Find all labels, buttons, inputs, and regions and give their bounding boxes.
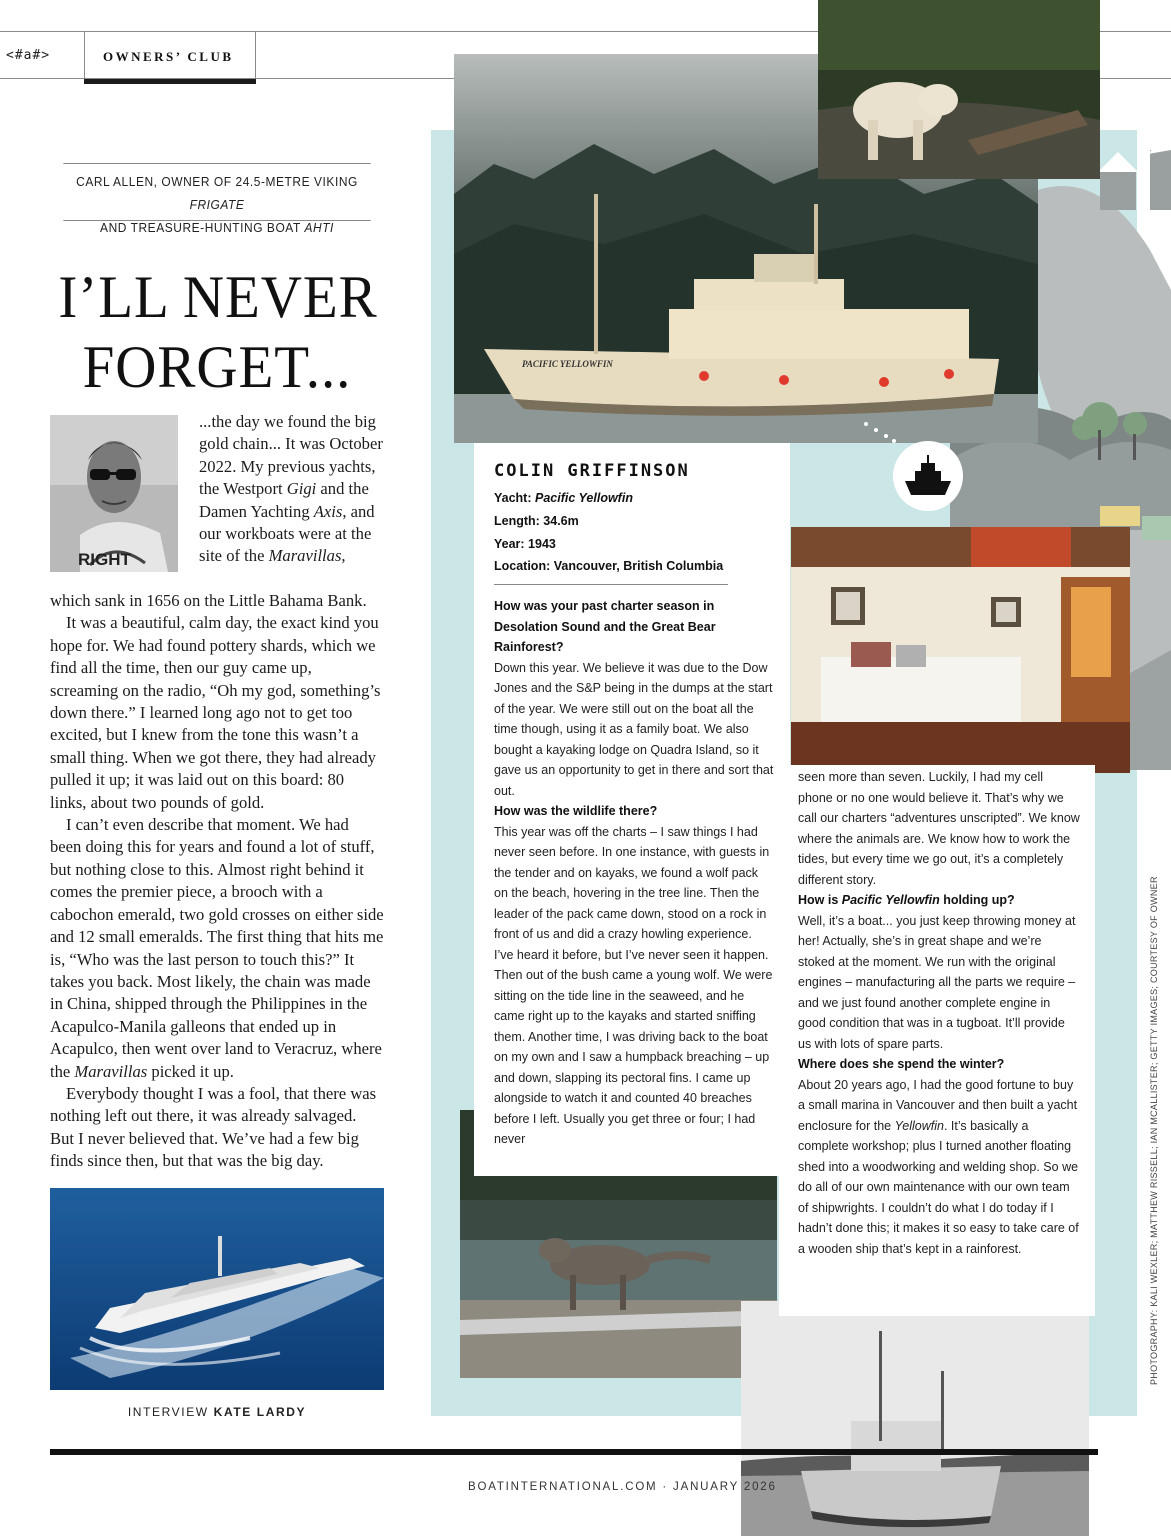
answer-2b: seen more than seven. Luckily, I had my cell phone or no one would believe it. That’s why we call our charters “adventures unscripted”. We know where the animals are. We know how to work the tides, but every time we go out, it’s a completely different story. [798, 770, 1080, 887]
question-3 [798, 890, 1080, 911]
p3-text-b: picked it up. [147, 1061, 234, 1081]
answer-1: Down this year. We believe it was due to the Dow Jones and the S&P being in the dumps at the start of the year. We were still out on the boat all the time though, using it as a family boat. We also bought a kayaking lodge on Quadra Island, so it gave us an opportunity to get in there and sort that out. [494, 660, 774, 798]
photo-credits: PHOTOGRAPHY: KALI WEXLER; MATTHEW RISSELL; IAN MCALLISTER; GETTY IMAGES; COURTESY OF OWNER [1149, 876, 1159, 1385]
kicker-text-1: CARL ALLEN, OWNER OF 24.5-METRE VIKING [76, 174, 358, 189]
superyacht-photo [50, 1188, 384, 1390]
header-divider-left [84, 31, 85, 79]
fact-yacht-label: Yacht: [494, 491, 535, 505]
fact-year: Year: 1943 [494, 536, 556, 551]
q3-text-b: holding up? [939, 893, 1015, 907]
interview-label: INTERVIEW [127, 1405, 214, 1419]
footer-bar [50, 1449, 1098, 1455]
article-kicker [63, 163, 370, 235]
intro-text-4: , [341, 546, 346, 566]
svg-text:RIGHT: RIGHT [78, 550, 131, 569]
a4-text-b: . It’s basically a complete workshop; plus I turned another floating shed into a woodworking and welding shop. So we do all of our own maintenance with our own team of shipwrights. I couldn’t do what I do today if I hadn’t done this; it makes it so easy to take care of a wooden ship that’s kept in a rainforest. [798, 1118, 1079, 1256]
headline-line-2: FORGET... [82, 334, 352, 400]
p3-italic: Maravillas [74, 1061, 148, 1081]
question-4: Where does she spend the winter? [798, 1057, 1005, 1071]
owner-portrait-photo [50, 415, 178, 572]
intro-text-2: and the Damen Yachting [199, 479, 369, 521]
intro-italic-gigi: Gigi [286, 479, 317, 499]
fact-yacht-value: Pacific Yellowfin [535, 491, 633, 505]
intro-italic-maravillas: Maravillas [268, 546, 342, 566]
article-paragraph-4: Everybody thought I was a fool, that there was nothing left out there, it was already salvaged. But I never believed that. We’ve had a few big finds since then, but that was the big day. [50, 1083, 377, 1171]
intro-text-3: , and our workboats were at the site of the [199, 501, 375, 566]
headline-line-1: I’LL NEVER [58, 264, 378, 330]
fact-yacht [494, 487, 734, 510]
boat-icon [893, 441, 963, 511]
dotted-trail [862, 420, 898, 444]
fact-length: Length: 34.6m [494, 513, 579, 528]
answer-2a: This year was off the charts – I saw things I had never seen before. In one instance, with guests in the tender and on kayaks, we found a wolf pack on the beach, hovering in the tree line. Then the leader of the pack came down, stood on a rock in front of us and did a crazy howling experience. I’ve heard it before, but I’ve never seen it happen. Then out of the bush came a young wolf. We were sitting on the tide line in the seaweed, and he came right up to the kayaks and started sniffing them. Another time, I was driving back to the boat on my own and I saw a humpback breaching – up and down, slapping its pectoral fins. I came up alongside to watch it and counted 40 breaches before I left. Usually you get three or four; I had never [494, 824, 773, 1146]
fact-location: Location: Vancouver, British Columbia [494, 559, 724, 574]
answer-3: Well, it’s a boat... you just keep throwing money at her! Actually, she’s in great shape and we’re stoked at the moment. We run with the original engines – manufacturing all the parts we require – and we just found another complete engine in good condition that was in a tugboat. It’ll provide us with lots of spare parts. [798, 913, 1076, 1051]
answer-4 [798, 1075, 1080, 1260]
header-divider-right [255, 31, 256, 79]
q3-italic: Pacific Yellowfin [841, 893, 940, 907]
footer-text: BOATINTERNATIONAL.COM · JANUARY 2026 [468, 1481, 777, 1493]
facts-divider [494, 584, 728, 585]
interview-credit [50, 1405, 384, 1419]
profile-facts [494, 487, 734, 578]
kicker-italic-1: FRIGATE [189, 197, 245, 212]
article-paragraph-3 [50, 814, 384, 1083]
a4-italic: Yellowfin [894, 1118, 944, 1133]
question-2: How was the wildlife there? [494, 804, 658, 818]
article-paragraph-2: It was a beautiful, calm day, the exact kind you hope for. We had found pottery shards, which we find all the time, then our guy came up, screaming on the radio, “Oh my god, something’s down there.” I learned long ago not to get too excited, but I knew from the tone this wasn’t a small thing. When we got there, they had already pulled it up; it was laid out on this board: 80 links, about two pounds of gold. [50, 613, 381, 812]
p3-text-a: I can’t even describe that moment. We had been doing this for years and found a lot of stuff, but nothing close to this. Almost right behind it comes the premier piece, a brooch with a cabochon emerald, two gold crosses on either side and 12 small emeralds. The first thing that hits me is, “Who was the last person to touch this?” It takes you back. Most likely, the chain was made in China, shipped through the Philippines in the Acapulco-Manila galleons that ended up in Acapulco, then went over land to Veracruz, where the [50, 815, 384, 1081]
spirit-bear-photo [818, 0, 1100, 179]
article-intro [199, 411, 385, 568]
q3-text-a: How is [798, 893, 842, 907]
a4-text-a: About 20 years ago, I had the good fortune to buy a small marina in Vancouver and then built a yacht enclosure for the [798, 1077, 1078, 1133]
kicker-italic-2: AHTI [304, 220, 334, 235]
article-intro-continuation: which sank in 1656 on the Little Bahama Bank. [50, 591, 367, 610]
section-label: OWNERS’ CLUB [103, 49, 234, 64]
historic-army-boat-photo [741, 1301, 1089, 1536]
section-tab-bar [84, 79, 256, 84]
qa-column-1 [494, 596, 774, 1150]
qa-column-2 [798, 767, 1080, 1259]
page-reference: <#a#> [6, 48, 51, 63]
cabin-interior-photo [791, 527, 1130, 773]
question-1: How was your past charter season in Desolation Sound and the Great Bear Rainforest? [494, 599, 716, 654]
headline [58, 262, 378, 402]
profile-name: COLIN GRIFFINSON [494, 461, 690, 481]
intro-text-1: ...the day we found the big gold chain... It was October 2022. My previous yachts, the Westport [199, 412, 383, 499]
intro-italic-axis: Axis [313, 501, 343, 521]
interviewer-name: KATE LARDY [213, 1405, 307, 1419]
article-body [50, 590, 384, 1173]
kicker-text-2: AND TREASURE-HUNTING BOAT [100, 220, 305, 235]
boat-hull-name: PACIFIC YELLOWFIN [522, 359, 613, 369]
